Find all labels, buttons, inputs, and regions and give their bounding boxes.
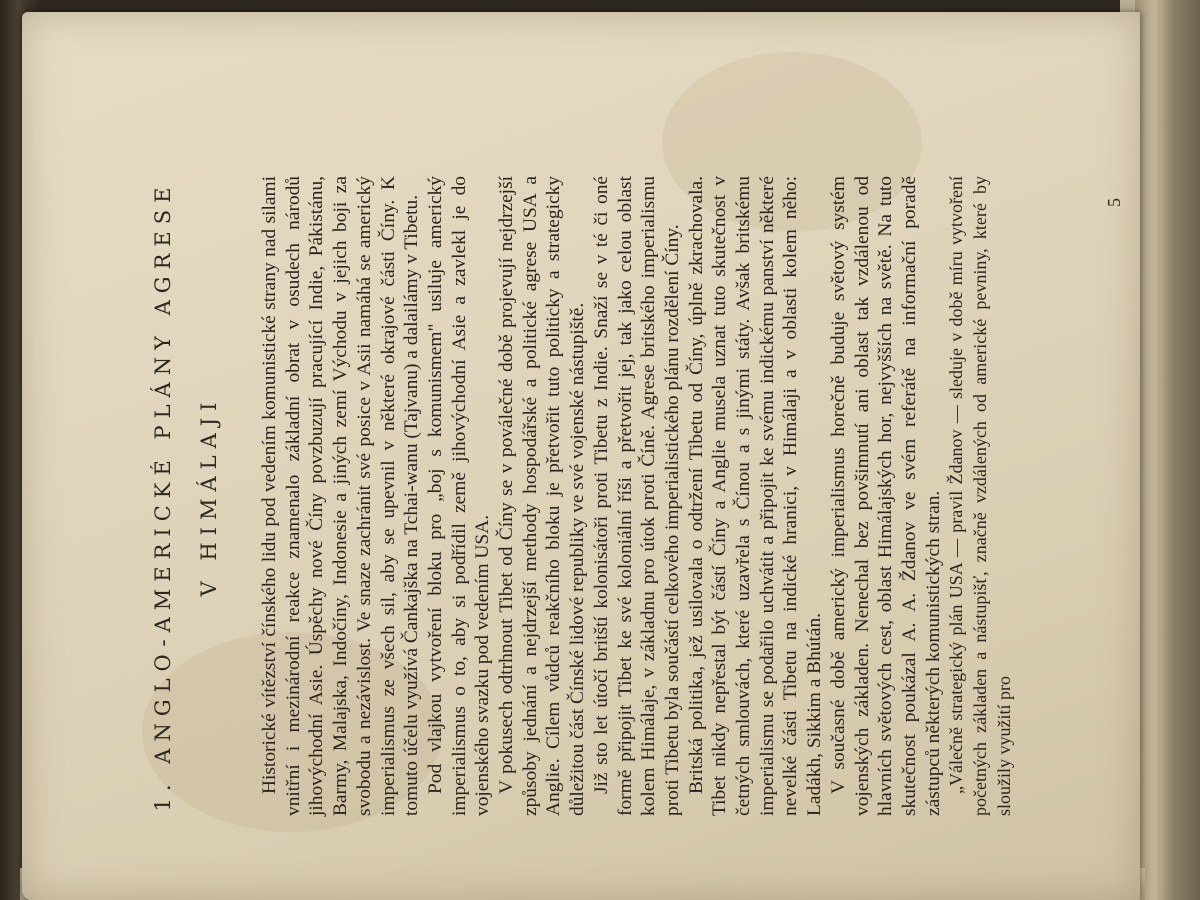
paragraph: V současné době americký imperialismus horečně buduje světový systém vojenských základen. Nenechal bez povšimnutí ani oblast tak vzdálenou od hlavních světových cest, oblast Himálajských hor, nejvyšších na světě. Na tuto skutečnost poukázal A. A. Ždanov ve svém referátě na informační poradě zástupců některých komunistických stran. [827, 176, 944, 816]
background-object-right [1135, 0, 1200, 900]
chapter-heading [140, 176, 232, 816]
rotated-text-block [140, 176, 1100, 816]
quote-paragraph: „Válečně strategický plán USA — pravil Ždanov — sleduje v době míru vytvoření početných základen a nástupišť, značně vzdálených od americké pevniny, které by sloužily využití pro [946, 176, 1014, 816]
chapter-subtitle: V HIMÁLAJI [197, 395, 221, 597]
paragraph: V pokusech odtrhnout Tibet od Číny se v poválečné době projevují nejdrzejší způsoby jednání a nejdrzejší methody hospodářské a politické agrese USA a Anglie. Cílem vůdců reakčního bloku je přetvořit tuto politicky a strategicky důležitou část Čínské lidové republiky ve své vojenské nástupiště. [496, 176, 589, 816]
paragraph: Historické vítězství čínského lidu pod vedením komunistické strany nad silami vnitřní i mezinárodní reakce znamenalo základní obrat v osudech národů jihovýchodní Asie. Úspěchy nové Číny povzbuzují pracující Indie, Pákistánu, Barmy, Malajska, Indočíny, Indonesie a jiných zemí Východu v jejich boji za svobodu a nezávislost. Ve snaze zachránit své posice v Asii namáhá se americký imperialismus ze všech sil, aby se upevnil v některé okrajové části Číny. K tomuto účelu využívá Čankajška na Tchai-wanu (Tajvanu) a dalailámy v Tibetu. [259, 176, 423, 816]
body-text [258, 176, 1017, 816]
paragraph: Britská politika, jež usilovala o odtržení Tibetu od Číny, úplně zkrachovala. Tibet nikdy nepřestal být částí Číny a Anglie musela uznat tuto skutečnost v četných smlouvách, které uzavřela s Čínou a s jinými státy. Avšak britskému imperialismu se podařilo uchvátit a připojit ke svému indickému panství některé nevelké části Tibetu na indické hranici, v Himálaji a v oblasti kolem něho: Ladákh, Sikkim a Bhútán. [685, 176, 826, 816]
paragraph: Pod vlajkou vytvoření bloku pro „boj s komunismem" usiluje americký imperialismus o to, aby si podřídil země jihovýchodní Asie a zavlekl je do vojenského svazku pod vedením USA. [424, 176, 494, 816]
page-number: 5 [1104, 198, 1124, 207]
paragraph: Již sto let útočí britští kolonisátoři proti Tibetu z Indie. Snaží se v té či oné formě připojit Tibet ke své koloniální říši a přetvořit jej, tak jako celou oblast kolem Himálaje, v základnu pro útok proti Číně. Agrese britského imperialismu proti Tibetu byla součástí celkového imperialistického plánu rozdělení Číny. [590, 176, 683, 816]
page-content [140, 176, 1100, 816]
chapter-title: 1. ANGLO-AMERICKÉ PLÁNY AGRESE [151, 180, 175, 812]
